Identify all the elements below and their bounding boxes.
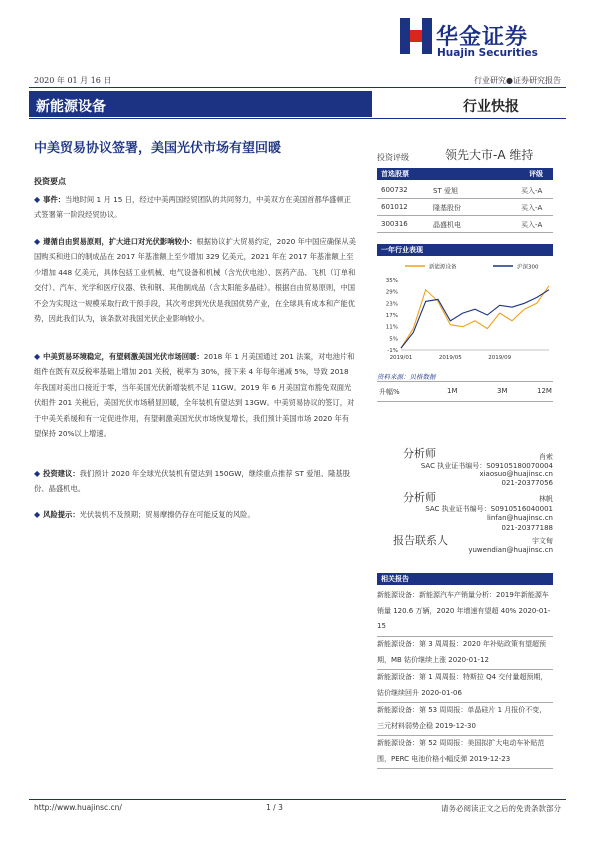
- performance-heading: [377, 244, 553, 256]
- related-report-item[interactable]: 新能源设备：第 53 周周报：单晶硅片 1 月报价不变，三元材料弱势企稳 2019-12-30: [377, 703, 553, 736]
- footer-disclaimer: 请务必阅读正文之后的免责条款部分: [441, 804, 561, 813]
- performance-row-label: 升幅%: [379, 388, 400, 396]
- legend-label: 新能源设备: [429, 264, 457, 271]
- related-reports-heading: [377, 573, 553, 585]
- table-row: [377, 182, 553, 199]
- triangle-bullet-icon: ◆: [34, 237, 41, 246]
- performance-row: [377, 387, 553, 399]
- bullet-label: 风险提示：: [43, 510, 80, 519]
- stock-name: 隆基股份: [433, 204, 461, 212]
- contact-title: 报告联系人: [393, 534, 448, 547]
- huajin-logo-icon: [400, 18, 432, 54]
- analyst-title: 分析师: [403, 447, 436, 460]
- related-heading-text: 相关报告: [381, 575, 409, 583]
- bullet-event: [34, 192, 356, 223]
- stock-code: 300316: [381, 220, 408, 228]
- table-row: [377, 199, 553, 216]
- bullet-label: 中美贸易环境稳定，有望刺激美国光伏市场回暖：: [43, 352, 204, 361]
- footer-url[interactable]: http://www.huajinsc.cn/: [34, 803, 122, 812]
- analyst-sac: SAC 执业证书编号：S0910518007000​4: [420, 462, 553, 470]
- analyst-name: 肖索: [539, 453, 553, 461]
- analyst-email[interactable]: xiaosuo@huajinsc.cn: [479, 470, 553, 478]
- legend-label: 沪深300: [517, 264, 539, 271]
- related-report-item[interactable]: 新能源设备：新能源汽车产销量分析：2019年新能源车销量 120.6 万辆，2020 年增速有望超 40% 2020-01-15: [377, 588, 553, 637]
- y-tick-label: 11%: [385, 324, 398, 331]
- bullet-risk: [34, 507, 356, 522]
- sector-name: 新能源设备: [36, 99, 106, 115]
- related-report-item[interactable]: 新能源设备：第 1 周周报：特斯拉 Q4 交付量超预期，钴价继续回升 2020-01-06: [377, 670, 553, 703]
- triangle-bullet-icon: ◆: [34, 510, 41, 519]
- column-header: 评级: [529, 170, 543, 178]
- page-number: 1 / 3: [266, 803, 283, 812]
- triangle-bullet-icon: ◆: [34, 352, 41, 361]
- analyst-phone: 021-20377056: [501, 479, 553, 487]
- points-heading: 投资要点: [34, 177, 66, 186]
- bullet-text: 2018 年 1 月美国通过 201 法案，对电池片和组件在既有双反税率基础上增加 201 关税，税率为 30%，接下来 4 年每年递减 5%，导致 2018 年我国对美出口接近于零，当年美国光伏新增装机不足 11GW。2019 年 6 月美国宣布豁免双面光伏组件 201 关税后，美国光伏市场稍显回暖，全年装机有望达到 13GW。中美贸易协议的签订，对于中美关系缓和有一定促进作用，有望刺激美国光伏市场恢复增长，我们预计美国市场 2020 年有望保持 20%以上增速。: [34, 352, 355, 439]
- y-tick-label: 23%: [385, 301, 398, 308]
- table-row: [377, 216, 553, 233]
- chart-source: 资料来源：贝格数据: [377, 373, 436, 381]
- divider: [29, 799, 566, 800]
- stock-name: ST 爱旭: [433, 187, 458, 195]
- report-kind: 行业快报: [463, 99, 519, 115]
- stock-table-header: [377, 168, 553, 180]
- y-tick-label: 29%: [385, 289, 398, 296]
- triangle-bullet-icon: ◆: [34, 195, 41, 204]
- period-label: 3M: [497, 387, 508, 395]
- report-date: 2020 年 01 月 16 日: [34, 76, 112, 85]
- analyst-phone: 021-20377188: [501, 524, 553, 532]
- related-report-item[interactable]: 新能源设备：第 52 周周报：美国拟扩大电动车补贴范围，PERC 电池价格小幅反弹 2019-12-23: [377, 736, 553, 769]
- analyst-email[interactable]: linfan@huajinsc.cn: [486, 514, 553, 522]
- rating-label: 投资评级: [377, 153, 409, 162]
- bullet-investment-advice: [34, 466, 356, 497]
- divider: [377, 401, 553, 402]
- performance-heading-text: 一年行业表现: [381, 246, 423, 254]
- stock-name: 晶盛机电: [433, 221, 461, 229]
- brand-name-cn: 华金证券: [436, 25, 529, 50]
- report-title: 中美贸易协议签署，美国光伏市场有望回暖: [34, 141, 282, 156]
- contact-email[interactable]: yuwendian@huajinsc.cn: [468, 546, 553, 554]
- y-tick-label: 17%: [385, 313, 398, 319]
- bullet-text: 当地时间 1 月 15 日，经过中美两国经贸团队的共同努力，中美双方在美国首都华盛顿正式签署第一阶段经贸协议。: [34, 195, 351, 220]
- stock-rating: 买入-A: [521, 221, 543, 229]
- series-line: [401, 286, 549, 348]
- bullet-trade-environment: [34, 349, 356, 441]
- divider: [29, 87, 566, 88]
- analyst-sac: SAC 执业证书编号：S0910516040001: [425, 505, 553, 513]
- contact-name: 宇文甸: [532, 537, 553, 545]
- stock-rating: 买入-A: [521, 187, 543, 195]
- y-tick-label: 35%: [385, 278, 398, 284]
- x-tick-label: 2019/05: [438, 355, 462, 361]
- divider: [29, 118, 566, 119]
- rating-value: 领先大市-A 维持: [445, 148, 534, 162]
- x-tick-label: 2019/01: [389, 355, 413, 361]
- period-label: 12M: [537, 387, 552, 395]
- y-tick-label: -1%: [387, 348, 398, 354]
- bullet-text: 光伏装机不及预期；贸易摩擦仍存在可能反复的风险。: [79, 510, 255, 519]
- analyst-title: 分析师: [403, 491, 436, 504]
- industry-performance-chart: [377, 258, 553, 366]
- bullet-label: 事件：: [43, 195, 66, 204]
- stock-code: 601012: [381, 203, 408, 211]
- stock-code: 600732: [381, 186, 408, 194]
- related-report-item[interactable]: 新能源设备：第 3 周周报：2020 年补贴政策有望超预期，MB 钴价继续上涨 2020-01-12: [377, 637, 553, 670]
- period-label: 1M: [447, 387, 458, 395]
- brand-name-en: Huajin Securities: [437, 47, 538, 59]
- bullet-text: 我们预计 2020 年全球光伏装机有望达到 150GW，继续重点推荐 ST 爱旭、隆基股份、晶盛机电。: [34, 469, 351, 494]
- bullet-text: 根据协议扩大贸易约定，2020 年中国应确保从美国购买和进口的制成品在 2017 年基准额上至少增加 329 亿美元，2021 年在 2017 年基准额上至少增加 448 亿美元，具体包括工业机械、电气设备和机械（含光伏电池）、医药产品、飞机（订单和交付）、汽车、光学和医疗仪器、铁和钢、其他制成品（含太阳能多晶硅）。根据自由贸易原则，中国不会为实现这一规模采取行政干预手段，其次考虑到光伏是我国优势产业，在全球具有成本和产能优势，因此我们认为，该条款对我国光伏企业影响较小。: [34, 237, 356, 324]
- bullet-free-trade: [34, 234, 356, 326]
- bullet-label: 遵循自由贸易原则，扩大进口对光伏影响较小：: [43, 237, 197, 246]
- stock-rating: 买入-A: [521, 204, 543, 212]
- column-header: 首选股票: [381, 170, 409, 178]
- triangle-bullet-icon: ◆: [34, 469, 41, 478]
- y-tick-label: 5%: [389, 336, 398, 343]
- analyst-name: 林帆: [539, 495, 553, 503]
- x-tick-label: 2019/09: [488, 355, 512, 361]
- divider: [377, 381, 553, 382]
- report-type: 行业研究●证券研究报告: [474, 76, 561, 85]
- bullet-label: 投资建议：: [43, 469, 80, 478]
